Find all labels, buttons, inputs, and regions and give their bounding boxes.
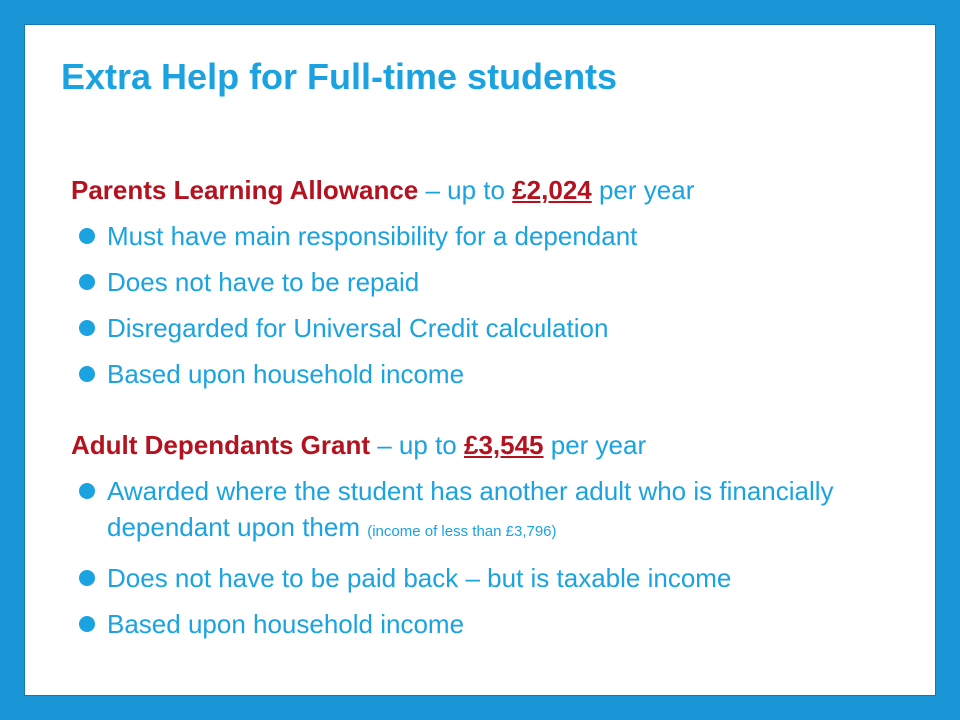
list-item: [71, 356, 911, 392]
bullet-list: [71, 473, 911, 642]
bullet-dot-icon: [79, 616, 95, 632]
allowance-amount: £2,024: [512, 175, 592, 205]
list-item-text: Awarded where the student has another adult who is financially dependant upon them: [107, 476, 834, 542]
section-heading: [71, 172, 911, 208]
list-item-text: Based upon household income: [107, 609, 465, 639]
section-heading: [71, 427, 911, 463]
slide-title: Extra Help for Full-time students: [61, 56, 618, 97]
heading-connector: – up to: [370, 430, 464, 460]
bullet-list: [71, 218, 911, 392]
list-item: [71, 218, 911, 254]
grant-name: Adult Dependants Grant: [71, 430, 371, 460]
bullet-dot-icon: [79, 274, 95, 290]
income-note: (income of less than £3,796): [367, 523, 557, 540]
list-item-text: Does not have to be paid back – but is taxable income: [107, 563, 732, 593]
list-item: [71, 264, 911, 300]
list-item: [71, 606, 911, 642]
bullet-dot-icon: [79, 320, 95, 336]
heading-connector: – up to: [418, 175, 513, 205]
bullet-dot-icon: [79, 570, 95, 586]
section-parents-learning-allowance: [71, 172, 911, 402]
heading-suffix: per year: [543, 430, 647, 460]
bullet-dot-icon: [79, 366, 95, 382]
list-item-text: Must have main responsibility for a dependant: [107, 221, 638, 251]
grant-amount: £3,545: [463, 430, 544, 460]
bullet-dot-icon: [79, 483, 95, 499]
heading-suffix: per year: [591, 175, 695, 205]
bullet-dot-icon: [79, 228, 95, 244]
list-item-text: Based upon household income: [107, 359, 465, 389]
list-item: [71, 473, 911, 550]
allowance-name: Parents Learning Allowance: [71, 175, 419, 205]
section-adult-dependants-grant: [71, 427, 911, 652]
list-item: [71, 310, 911, 346]
list-item-text: Does not have to be repaid: [107, 267, 420, 297]
list-item-text: Disregarded for Universal Credit calculation: [107, 313, 609, 343]
list-item: [71, 560, 911, 596]
slide: [24, 24, 936, 696]
